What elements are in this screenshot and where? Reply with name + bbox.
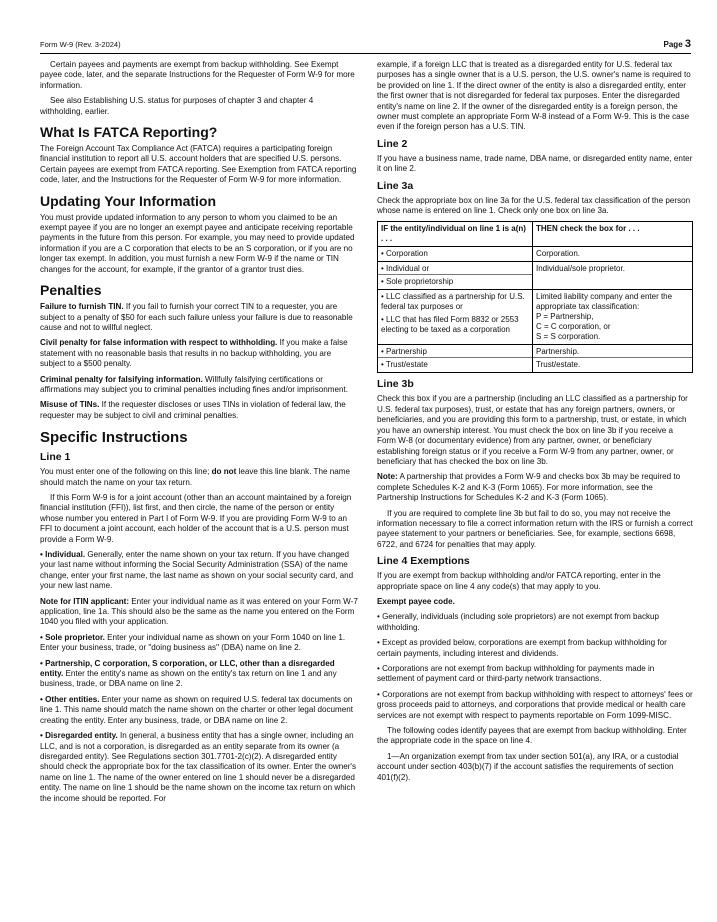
bullet-item: • Generally, individuals (including sole proprietors) are not exempt from backup withholding. bbox=[377, 612, 660, 632]
table-cell: • Partnership • Trust/estate bbox=[378, 345, 533, 373]
table-header-cell: THEN check the box for . . . bbox=[533, 222, 693, 247]
right-column bbox=[377, 60, 693, 788]
paragraph: example, if a foreign LLC that is treated as a disregarded entity for U.S. federal tax purposes has a single owner that is a U.S. person, the U.S. owner's name is required to be provided on line 1. If the direct owner of the entity is also a disregarded entity, enter the first owner that is not disregarded for federal tax purposes. Enter the disregarded entity's name on line 2. If the owner of the disregarded entity is a foreign person, the owner must complete an appropriate Form W-8 instead of a Form W-9. This is the case even if the foreign person has a U.S. TIN. bbox=[377, 60, 691, 132]
table-header-cell: IF the entity/individual on line 1 is a(n) . . . bbox=[378, 222, 533, 247]
table-cell: Partnership. Trust/estate. bbox=[533, 345, 693, 373]
heading-line4: Line 4 Exemptions bbox=[377, 555, 470, 568]
heading-line1: Line 1 bbox=[40, 451, 71, 464]
paragraph: • Other entities. Enter your name as shown on required U.S. federal tax documents on line 1. This name should match the name shown on the charter or other legal document creating the entity. Enter any business, trade, or DBA name on line 2. bbox=[40, 694, 353, 725]
table-row bbox=[378, 262, 693, 290]
paragraph: Civil penalty for false information with respect to withholding. If you make a false statement with no reasonable basis that results in no backup withholding, you are subject to a $500 penalty. bbox=[40, 338, 348, 369]
heading-penalties: Penalties bbox=[40, 282, 102, 299]
paragraph: Note: A partnership that provides a Form W-9 and checks box 3b may be required to complete Schedules K-2 and K-3 (Form 1065). For more information, see the Partnership Instructions for Schedules K-2 and K-3 (Form 1065). bbox=[377, 472, 681, 503]
table-cell: • LLC classified as a partnership for U.S. federal tax purposes or • LLC that has filed Form 8832 or 2553 electing to be taxed as a corporation bbox=[378, 290, 533, 345]
heading-specific-instructions: Specific Instructions bbox=[40, 429, 188, 447]
paragraph: The following codes identify payees that are exempt from backup withholding. Enter the appropriate code in the space on line 4. bbox=[377, 726, 687, 746]
table-row bbox=[378, 247, 693, 262]
table-cell: Corporation. bbox=[533, 247, 693, 262]
paragraph: Misuse of TINs. If the requester discloses or uses TINs in violation of federal law, the requester may be subject to civil and criminal penalties. bbox=[40, 400, 346, 420]
heading-line2: Line 2 bbox=[377, 137, 408, 150]
bullet-item: • Except as provided below, corporations are exempt from backup withholding for certain payments, including interest and dividends. bbox=[377, 638, 667, 658]
bullet-item: • Corporations are not exempt from backup withholding with respect to attorneys' fees or gross proceeds paid to attorneys, and corporations that provide medical or health care services are not exempt with respect to payments reportable on Form 1099-MISC. bbox=[377, 689, 693, 720]
paragraph: See also Establishing U.S. status for purposes of chapter 3 and chapter 4 withholding, earlier. bbox=[40, 96, 314, 116]
paragraph: • Partnership, C corporation, S corporation, or LLC, other than a disregarded entity. Enter the entity's name as shown on the entity's tax return on line 1 and any business, trade, or DBA name on line 2. bbox=[40, 658, 337, 689]
heading-fatca: What Is FATCA Reporting? bbox=[40, 124, 218, 141]
table-header-row bbox=[378, 222, 693, 247]
table-cell: • Individual or • Sole proprietorship bbox=[378, 262, 533, 290]
paragraph: You must enter one of the following on this line; do not leave this line blank. The name should match the name on your tax return. bbox=[40, 467, 350, 487]
bullet-item: • Corporations are not exempt from backup withholding for payments made in settlement of payment card or third-party network transactions. bbox=[377, 664, 655, 684]
page-number: Page 3 bbox=[663, 38, 691, 50]
paragraph: If you have a business name, trade name, DBA name, or disregarded entity name, enter it on line 2. bbox=[377, 153, 693, 174]
left-column bbox=[40, 60, 358, 809]
paragraph: If this Form W-9 is for a joint account (other than an account maintained by a foreign financial institution (FFI)), list first, and then circle, the name of the person or entity whose number you entered in Part I of Form W-9. If you are providing Form W-9 to an FFI to document a joint account, each holder of the account that is a U.S. person must provide a Form W-9. bbox=[40, 492, 352, 544]
paragraph: Failure to furnish TIN. If you fail to furnish your correct TIN to a requester, you are subject to a penalty of $50 for each such failure unless your failure is due to reasonable cause and not to willful neglect. bbox=[40, 302, 353, 332]
paragraph: • Sole proprietor. Enter your individual name as shown on your Form 1040 on line 1. Enter your business, trade, or "doing business as" (DBA) name on line 2. bbox=[40, 632, 346, 653]
paragraph: • Disregarded entity. In general, a business entity that has a single owner, including an LLC, and is not a corporation, is disregarded as an entity separate from its owner (a disregarded entity). See Regulations section 301.7701-2(c)(2). A disregarded entity should check the appropriate box for the tax classification of its owner. Enter the owner's name on line 1. The name of the owner entered on line 1 should never be a disregarded entity. The name on line 1 should be the name shown on the income tax return on which the income should be reported. For bbox=[40, 731, 357, 803]
subheading-exempt-payee-code: Exempt payee code. bbox=[377, 596, 455, 606]
paragraph: You must provide updated information to any person to whom you claimed to be an exempt payee if you are no longer an exempt payee and anticipate receiving reportable payments in the future from this person. For example, you may need to provide updated information if you are a C corporation that elects to be an S corporation, or if you are no longer tax exempt. In addition, you must furnish a new Form W-9 if the name or TIN changes for the account, for example, if the grantor of a grantor trust dies. bbox=[40, 212, 355, 274]
heading-line3b: Line 3b bbox=[377, 378, 414, 391]
table-row bbox=[378, 290, 693, 345]
paragraph: 1—An organization exempt from tax under section 501(a), any IRA, or a custodial account under section 403(b)(7) if the account satisfies the requirements of section 401(f)(2). bbox=[377, 751, 679, 782]
paragraph: Certain payees and payments are exempt from backup withholding. See Exempt payee code, later, and the separate Instructions for the Requester of Form W-9 for more information. bbox=[40, 60, 355, 90]
paragraph: • Individual. Generally, enter the name shown on your tax return. If you have changed your last name without informing the Social Security Administration (SSA) of the name change, enter your first name, the last name as shown on your social security card, and your new last name. bbox=[40, 550, 354, 591]
paragraph: Check the appropriate box on line 3a for the U.S. federal tax classification of the person whose name is entered on line 1. Check only one box on line 3a. bbox=[377, 195, 691, 216]
table-cell: Limited liability company and enter the appropriate tax classification: P = Partnership, C = C corporation, or S = S corporation. bbox=[533, 290, 693, 345]
heading-line3a: Line 3a bbox=[377, 179, 414, 192]
table-row bbox=[378, 345, 693, 373]
paragraph: If you are exempt from backup withholding and/or FATCA reporting, enter in the appropriate space on line 4 any code(s) that may apply to you. bbox=[377, 571, 661, 591]
page-header bbox=[40, 40, 691, 54]
paragraph: Note for ITIN applicant: Enter your individual name as it was entered on your Form W-7 application, line 1a. This should also be the same as the name you entered on the Form 1040 you filed with your application. bbox=[40, 596, 358, 627]
paragraph: Check this box if you are a partnership (including an LLC classified as a partnership for U.S. federal tax purposes), trust, or estate that has any foreign partners, owners, or beneficiaries, and you are providing this form to a partnership, trust, or estate, in which you have an ownership interest. You must check the box on line 3b if you receive a Form W-8 (or documentary evidence) from any partner, owner, or beneficiary establishing foreign status or if you receive a Form W-9 from any partner, owner, or beneficiary that has checked the box on line 3b. bbox=[377, 394, 688, 466]
paragraph: The Foreign Account Tax Compliance Act (FATCA) requires a participating foreign financial institution to report all U.S. account holders that are specified U.S. persons. Certain payees are exempt from FATCA reporting. See Exemption from FATCA reporting code, later, and the Instructions for the Requester of Form W-9 for more information. bbox=[40, 144, 357, 185]
heading-updating: Updating Your Information bbox=[40, 192, 217, 209]
classification-table bbox=[377, 221, 693, 373]
paragraph: If you are required to complete line 3b but fail to do so, you may not receive the information necessary to file a correct information return with the IRS or furnish a correct payee statement to your partners or beneficiaries. See, for example, sections 6698, 6722, and 6724 for penalties that may apply. bbox=[377, 508, 693, 549]
paragraph: Criminal penalty for falsifying information. Willfully falsifying certifications or affirmations may subject you to criminal penalties including fines and/or imprisonment. bbox=[40, 374, 349, 394]
table-cell: Individual/sole proprietor. bbox=[533, 262, 693, 290]
table-cell: • Corporation bbox=[378, 247, 533, 262]
form-id: Form W-9 (Rev. 3-2024) bbox=[40, 40, 121, 49]
